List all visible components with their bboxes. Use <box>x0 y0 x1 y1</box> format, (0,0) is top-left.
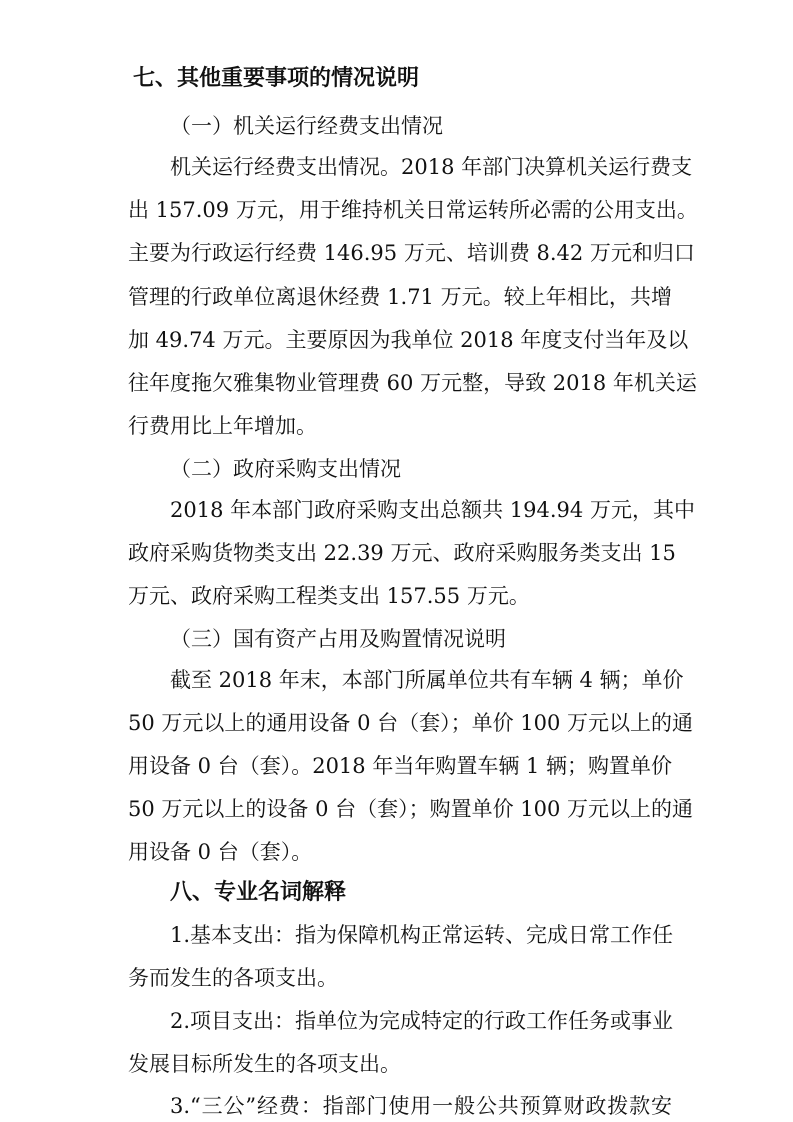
paragraph-line: 用设备 0 台（套）。2018 年当年购置车辆 1 辆；购置单价 <box>128 754 673 778</box>
paragraph-line: 1.基本支出：指为保障机构正常运转、完成日常工作任 <box>170 923 674 947</box>
subsection-2-heading: （二）政府采购支出情况 <box>170 457 401 481</box>
subsection-1-heading: （一）机关运行经费支出情况 <box>170 114 443 138</box>
paragraph-line: 管理的行政单位离退休经费 1.71 万元。较上年相比，共增 <box>128 285 672 309</box>
paragraph-line: 2018 年本部门政府采购支出总额共 194.94 万元，其中 <box>170 498 695 522</box>
paragraph-line: 机关运行经费支出情况。2018 年部门决算机关运行费支 <box>170 155 693 179</box>
paragraph-line: 发展目标所发生的各项支出。 <box>128 1052 401 1076</box>
paragraph-line: 用设备 0 台（套）。 <box>128 840 313 864</box>
paragraph-line: 万元、政府采购工程类支出 157.55 万元。 <box>128 584 530 608</box>
paragraph-line: 行费用比上年增加。 <box>128 414 317 438</box>
paragraph-line: 主要为行政运行经费 146.95 万元、培训费 8.42 万元和归口 <box>128 241 695 265</box>
section-8-heading: 八、专业名词解释 <box>170 880 347 905</box>
section-7-heading: 七、其他重要事项的情况说明 <box>133 66 420 91</box>
paragraph-line: 出 157.09 万元，用于维持机关日常运转所必需的公用支出。 <box>128 198 698 222</box>
paragraph-line: 截至 2018 年末，本部门所属单位共有车辆 4 辆；单价 <box>170 668 684 692</box>
paragraph-line: 2.项目支出：指单位为完成特定的行政工作任务或事业 <box>170 1009 674 1033</box>
subsection-3-heading: （三）国有资产占用及购置情况说明 <box>170 627 506 651</box>
paragraph-line: 务而发生的各项支出。 <box>128 966 338 990</box>
paragraph-line: 50 万元以上的设备 0 台（套）；购置单价 100 万元以上的通 <box>128 797 694 821</box>
paragraph-line: 加 49.74 万元。主要原因为我单位 2018 年度支付当年及以 <box>128 328 689 352</box>
paragraph-line: 3.“三公”经费：指部门使用一般公共预算财政拨款安 <box>170 1094 672 1118</box>
paragraph-line: 往年度拖欠雅集物业管理费 60 万元整，导致 2018 年机关运 <box>128 371 697 395</box>
paragraph-line: 50 万元以上的通用设备 0 台（套）；单价 100 万元以上的通 <box>128 711 694 735</box>
paragraph-line: 政府采购货物类支出 22.39 万元、政府采购服务类支出 15 <box>128 541 676 565</box>
